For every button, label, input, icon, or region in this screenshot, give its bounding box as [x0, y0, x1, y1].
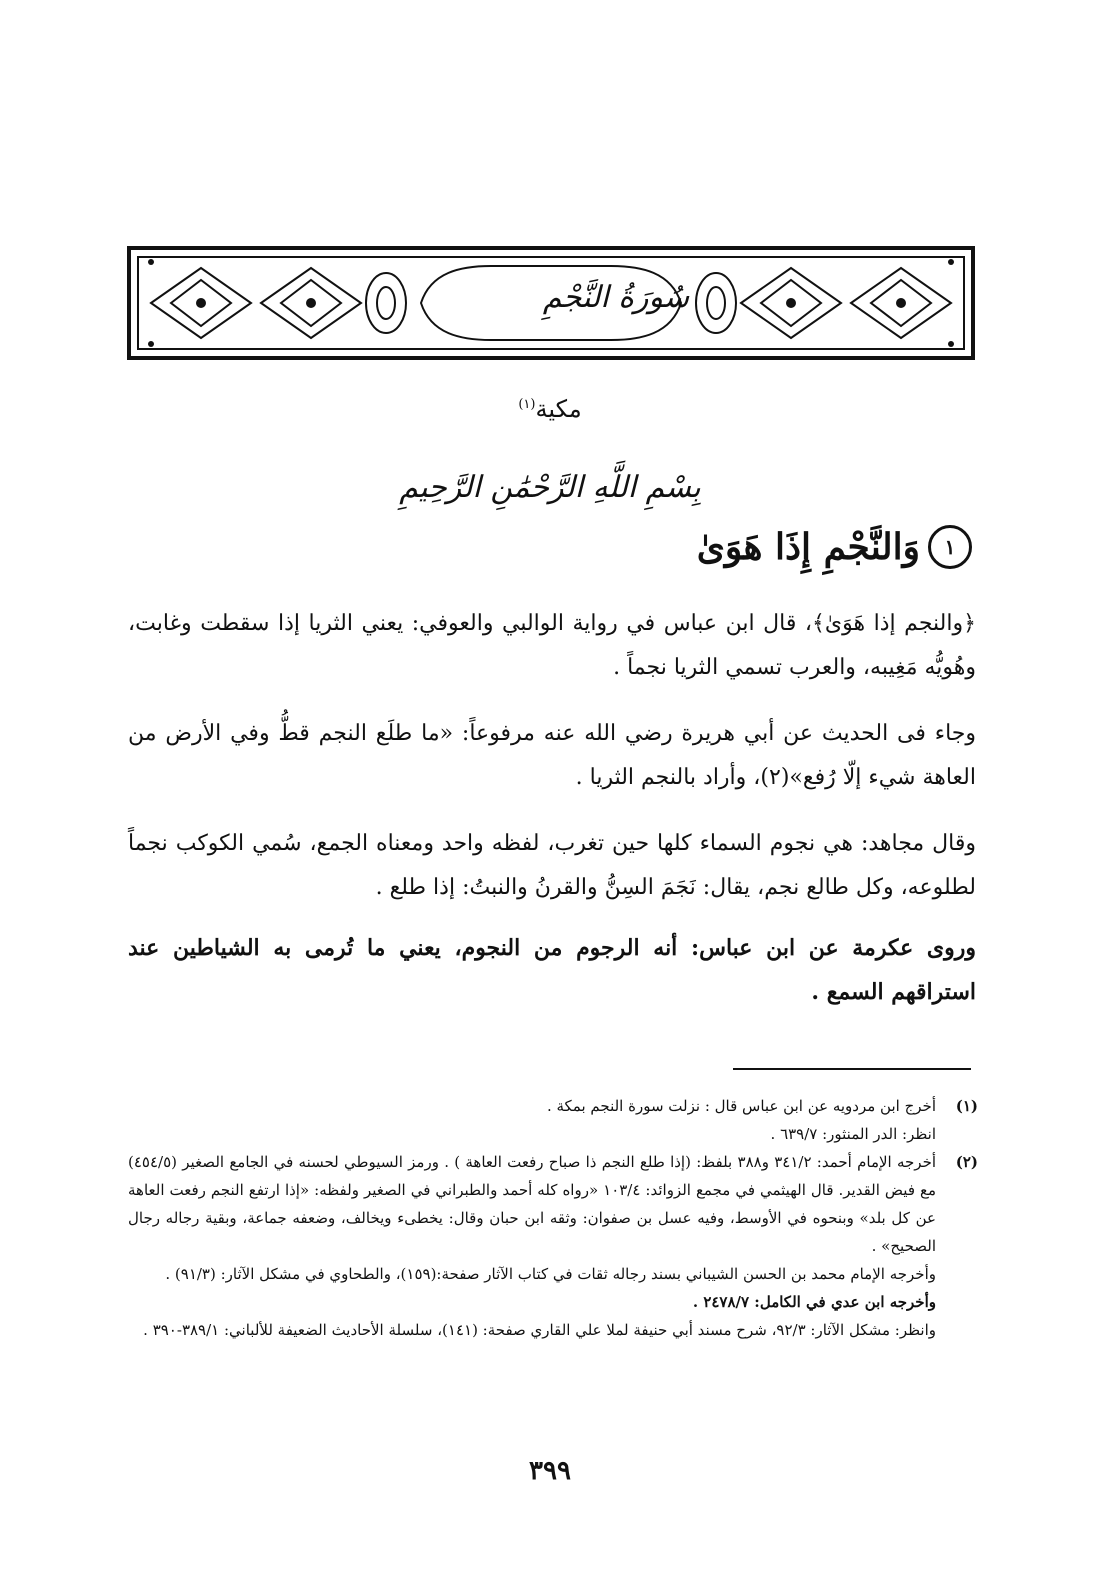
page-number: ٣٩٩	[529, 1456, 571, 1486]
footnote-separator	[733, 1068, 971, 1070]
footnote-text	[128, 1092, 936, 1148]
commentary-paragraph: وجاء فى الحديث عن أبي هريرة رضي الله عنه مرفوعاً: «ما طلَع النجم قطُّ وفي الأرض من العاهة شيء إلّا رُفع»(٢)، وأراد بالنجم الثريا .	[128, 721, 976, 790]
revelation-type-label: مكية	[535, 395, 582, 423]
ayah-heading	[372, 525, 972, 569]
footnote-line: أخرج ابن مردويه عن ابن عباس قال : نزلت سورة النجم بمكة .	[546, 1097, 936, 1115]
footnote	[128, 1092, 978, 1148]
revelation-type	[450, 395, 650, 423]
commentary-paragraph: ﴿والنجم إذا هَوَىٰ﴾، قال ابن عباس في رواية الوالبي والعوفي: يعني الثريا إذا سقطت وغابت، وهُويُّه مَغِيبه، والعرب تسمي الثريا نجماً .	[128, 611, 976, 680]
ayah-number-badge: ١	[928, 525, 972, 569]
footnote-ref: (١)	[518, 397, 536, 412]
footnote-line: انظر: الدر المنثور: ٦٣٩/٧ .	[770, 1125, 936, 1143]
surah-title: سُورَةُ النَّجْمِ	[542, 280, 690, 315]
footnote-number: (١)	[955, 1097, 978, 1115]
footnote-text	[128, 1148, 936, 1344]
footnote-line: وأخرجه ابن عدي في الكامل: ٢٤٧٨/٧ .	[692, 1293, 936, 1311]
surah-header-banner	[127, 246, 975, 360]
footnote-line: أخرجه الإمام أحمد: ٣٤١/٢ و٣٨٨ بلفظ: (إذا طلع النجم ذا صباح رفعت العاهة ) . ورمز السيوطي لحسنه في الجامع الصغير (٤٥٤/٥) مع فيض القدير. قال الهيثمي في مجمع الزوائد: ١٠٣/٤ «رواه كله أحمد والطبراني في الصغير ولفظه: «إذا ارتفع النجم رفعت العاهة عن كل بلد» وبنحوه في الأوسط، وفيه عسل بن صفوان: وثقه ابن حبان وقال: يخطىء ويخالف، وضعفه جماعة، وبقية رجاله رجال الصحيح» .	[128, 1153, 937, 1255]
footnote	[128, 1148, 978, 1344]
basmala: بِسْمِ اللَّهِ الرَّحْمَٰنِ الرَّحِيمِ	[399, 470, 701, 505]
ayah-text: وَالنَّجْمِ إِذَا هَوَىٰ	[696, 526, 920, 568]
commentary-paragraph: وروى عكرمة عن ابن عباس: أنه الرجوم من النجوم، يعني ما تُرمى به الشياطين عند استراقهم السمع .	[128, 935, 976, 1005]
footnote-line: وانظر: مشكل الآثار: ٩٢/٣، شرح مسند أبي حنيفة لملا علي القاري صفحة: (١٤١)، سلسلة الأحاديث الضعيفة للألباني: ٣٨٩/١-٣٩٠ .	[143, 1321, 936, 1339]
footnote-number: (٢)	[955, 1153, 978, 1171]
footnote-line: وأخرجه الإمام محمد بن الحسن الشيباني بسند رجاله ثقات في كتاب الآثار صفحة:(١٥٩)، والطحاوي في مشكل الآثار: (٩١/٣) .	[165, 1265, 936, 1283]
footnotes	[128, 1092, 978, 1344]
commentary-paragraph: وقال مجاهد: هي نجوم السماء كلها حين تغرب، لفظه واحد ومعناه الجمع، سُمي الكوكب نجماً لطلوعه، وكل طالع نجم، يقال: نَجَمَ السِنُّ والقرنُ والنبتُ: إذا طلع .	[128, 831, 976, 900]
